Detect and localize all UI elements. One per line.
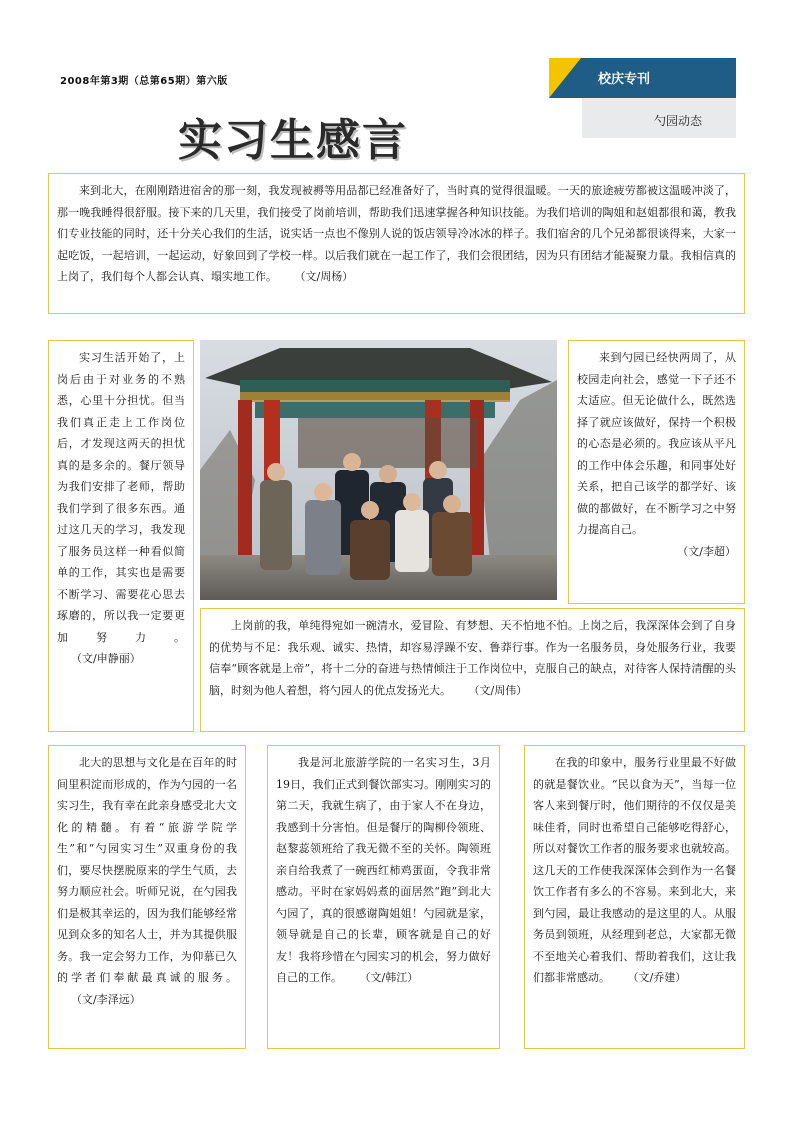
- article-2: [48, 340, 194, 732]
- article-5: [48, 745, 246, 1049]
- article-text: 在我的印象中，服务行业里最不好做的就是餐饮业。“民以食为天”，当每一位客人来到餐厅时，他们期待的不仅仅是美味佳肴，同时也希望自己能够吃得舒心，所以对餐饮工作者的服务要求也就较高。这几天的工作使我深深体会到作为一名餐饮工作者有多么的不容易。来到北大，来到勺园，最让我感动的是这里的人。从服务员到领班，从经理到老总，大家都无微不至地关心着我们、帮助着我们，这让我们都非常感动。: [533, 756, 736, 984]
- article-author: （文/周杨）: [294, 270, 354, 283]
- article-text: 来到北大，在刚刚踏进宿舍的那一刻，我发现被褥等用品都已经准备好了，当时真的觉得很温暖。一天的旅途疲劳都被这温暖冲淡了，那一晚我睡得很舒服。接下来的几天里，我们接受了岗前培训，帮助我们迅速掌握各种知识技能。为我们培训的陶姐和赵姐都很和蔼，教我们专业技能的同时，还十分关心我们的生活，说实话一点也不像别人说的饭店领导冷冰冰的样子。我们宿舍的几个兄弟都很谈得来，大家一起吃饭，一起培训，一起运动，好象回到了学校一样。以后我们就在一起工作了，我们会很团结，因为只有团结才能凝聚力量。我相信真的上岗了，我们每个人都会认真、塌实地工作。: [57, 184, 736, 283]
- article-author: （文/李泽远）: [71, 992, 141, 1006]
- banner-label: 校庆专刊: [598, 72, 651, 87]
- article-author: （文/李超）: [677, 544, 736, 558]
- issue-line: 2008年第3期（总第65期）第六版: [60, 76, 228, 87]
- article-text: 实习生活开始了，上岗后由于对业务的不熟悉，心里十分担忧。但当我们真正走上工作岗位后，才发现这两天的担忧真的是多余的。餐厅领导为我们安排了老师，帮助我们学到了很多东西。通过这几天的学习，我发现了服务员这样一种看似简单的工作，其实也是需要不断学习、需要花心思去琢磨的，所以我一定要更加努力。: [57, 351, 185, 644]
- article-author: （文/乔建）: [627, 971, 687, 984]
- banner-accent-triangle: [549, 58, 581, 98]
- article-1: [48, 173, 745, 314]
- article-text: 我是河北旅游学院的一名实习生，3月19日，我们正式到餐饮部实习。刚刚实习的第二天，我就生病了，由于家人不在身边，我感到十分害怕。但是餐厅的陶柳伶领班、赵黎蕊领班给了我无微不至的关怀。陶领班亲自给我煮了一碗西红柿鸡蛋面，令我非常感动。平时在家妈妈煮的面居然“跑”到北大勺园了，真的很感谢陶姐姐！勺园就是家，领导就是自己的长辈，顾客就是自己的好友！我将珍惜在勺园实习的机会，努力做好自己的工作。: [276, 756, 491, 984]
- article-text: 北大的思想与文化是在百年的时间里积淀而形成的，作为勺园的一名实习生，我有幸在此亲身感受北大文化的精髓。有着“旅游学院学生”和“勺园实习生”双重身份的我们，要尽快摆脱原来的学生气质，去努力顺应社会。听师兄说，在勺园我们是极其幸运的，因为我们能够经常见到众多的知名人士，并为其提供服务。我一定会努力工作，为仰慕已久的学者们奉献最真诚的服务。: [57, 756, 237, 984]
- article-text: 来到勺园已经快两周了，从校园走向社会，感觉一下子还不太适应。但无论做什么，既然选择了就应该做好，保持一个积极的心态是必须的。我应该从平凡的工作中体会乐趣，和同事处好关系，把自己该学的都学好、该做的都做好，在不断学习之中努力提高自己。: [577, 351, 736, 536]
- article-4: [200, 608, 745, 732]
- article-author: （文/韩江）: [359, 971, 419, 984]
- article-7: [524, 745, 745, 1049]
- article-text: 上岗前的我，单纯得宛如一碗清水，爱冒险、有梦想、天不怕地不怕。上岗之后，我深深体会到了自身的优势与不足：我乐观、诚实、热情，却容易浮躁不安、鲁莽行事。作为一名服务员，身处服务行业，我要信奉“顾客就是上帝”，将十二分的奋进与热情倾注于工作岗位中，克服自己的缺点，对待客人保持清醒的头脑，时刻为他人着想，将勺园人的优点发扬光大。: [209, 619, 736, 697]
- article-author: （文/周伟）: [468, 683, 528, 697]
- section-label: 勺园动态: [654, 114, 703, 128]
- article-3: [568, 340, 745, 604]
- article-author: （文/申静丽）: [71, 652, 141, 665]
- page-title: 实习生感言: [178, 115, 408, 166]
- article-6: [267, 745, 500, 1049]
- group-photo-image: [200, 340, 557, 600]
